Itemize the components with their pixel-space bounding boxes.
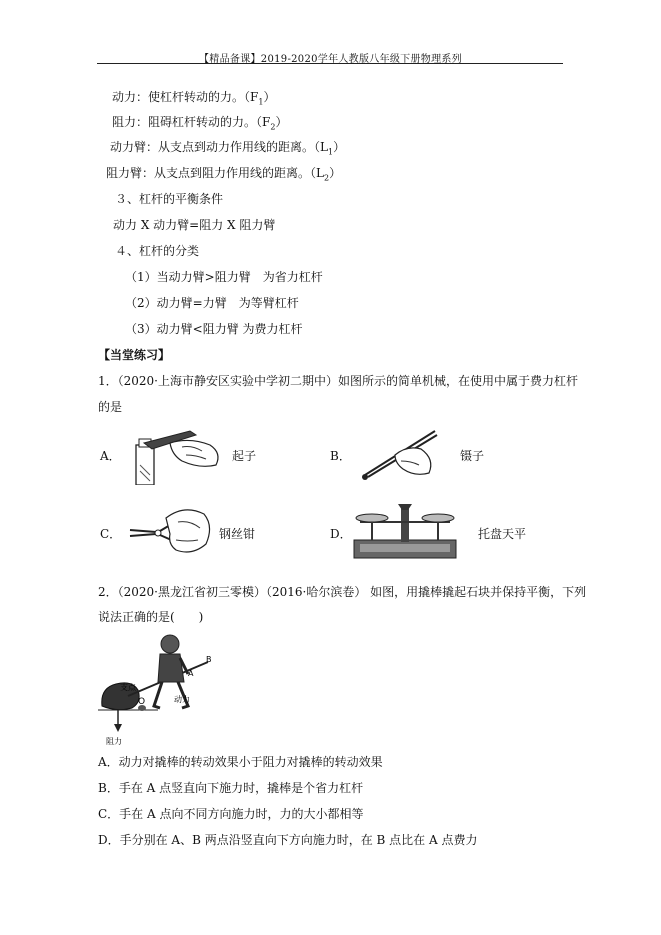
q2-option-d: D．手分别在 A、B 两点沿竖直向下方向施力时，在 B 点比在 A 点费力 (98, 833, 478, 847)
def-sub: 2 (324, 173, 330, 183)
def-resistance (112, 113, 287, 131)
tweezers-image (355, 425, 445, 485)
q2-option-c: C．手在 A 点向不同方向施力时，力的大小都相等 (98, 807, 364, 821)
def-desc: 从支点到动力作用线的距离。（L (158, 140, 328, 154)
balance-formula: 动力 X 动力臂=阻力 X 阻力臂 (113, 218, 276, 232)
q2-stem-line2: 说法正确的是( ) (98, 610, 204, 624)
section-4-title: ４、杠杆的分类 (115, 244, 200, 258)
q1-option-b-letter: B． (330, 449, 351, 463)
def-term: 阻力： (112, 115, 149, 129)
practice-heading: 【当堂练习】 (98, 348, 171, 362)
resistance-label: 阻力 (106, 737, 122, 746)
q1-option-b-label: 镊子 (460, 449, 485, 463)
q1-option-c-label: 钢丝钳 (219, 527, 256, 541)
bottle-opener-image (130, 425, 230, 485)
effort-label: 动力 (174, 695, 190, 704)
def-term: 动力： (112, 90, 149, 104)
pliers-image (122, 500, 217, 562)
balance-scale-image (350, 500, 460, 562)
def-desc: 使杠杆转动的力。（F (148, 90, 259, 104)
q1-stem-line2: 的是 (98, 400, 123, 414)
section-3-title: ３、杠杆的平衡条件 (115, 192, 224, 206)
def-term: 阻力臂： (106, 166, 155, 180)
q1-option-d-label: 托盘天平 (478, 527, 527, 541)
page-header: 【精品备课】2019-2020学年人教版八年级下册物理系列 (199, 54, 462, 65)
def-term: 动力臂： (110, 140, 159, 154)
def-desc: 阻碍杠杆转动的力。（F (148, 115, 271, 129)
q2-option-b: B．手在 A 点竖直向下施力时，撬棒是个省力杠杆 (98, 781, 364, 795)
def-tail: ） (333, 140, 346, 154)
def-effort-arm (110, 138, 345, 156)
def-tail: ） (263, 90, 276, 104)
header-divider (97, 63, 563, 64)
def-effort (112, 88, 275, 106)
q1-option-a-letter: A． (100, 449, 121, 463)
q1-option-c-letter: C． (100, 527, 122, 541)
q1-option-d-letter: D． (330, 527, 352, 541)
crowbar-figure (98, 628, 218, 746)
q2-stem-line1: 2．（2020·黑龙江省初三零模）（2016·哈尔滨卷） 如图，用撬棒撬起石块并保持平衡，下列 (98, 585, 587, 599)
def-resistance-arm (106, 164, 341, 182)
fulcrum-label: 支点 (120, 683, 136, 692)
point-b-label: B (206, 655, 212, 664)
def-sub: 2 (270, 122, 276, 132)
lever-class-item: （3）动力臂<阻力臂 为费力杠杆 (125, 322, 303, 336)
lever-class-item: （1）当动力臂>阻力臂 为省力杠杆 (125, 270, 323, 284)
q2-option-a: A．动力对撬棒的转动效果小于阻力对撬棒的转动效果 (98, 755, 383, 769)
def-tail: ） (329, 166, 342, 180)
lever-class-item: （2）动力臂=力臂 为等臂杠杆 (125, 296, 299, 310)
point-o-label: O (138, 697, 146, 707)
def-sub: 1 (328, 147, 334, 157)
q1-stem-line1: 1．（2020·上海市静安区实验中学初二期中）如图所示的简单机械，在使用中属于费力杠杆 (98, 374, 578, 388)
def-tail: ） (275, 115, 288, 129)
def-sub: 1 (258, 97, 264, 107)
point-a-label: A (188, 669, 194, 678)
def-desc: 从支点到阻力作用线的距离。（L (154, 166, 324, 180)
q1-option-a-label: 起子 (232, 449, 257, 463)
